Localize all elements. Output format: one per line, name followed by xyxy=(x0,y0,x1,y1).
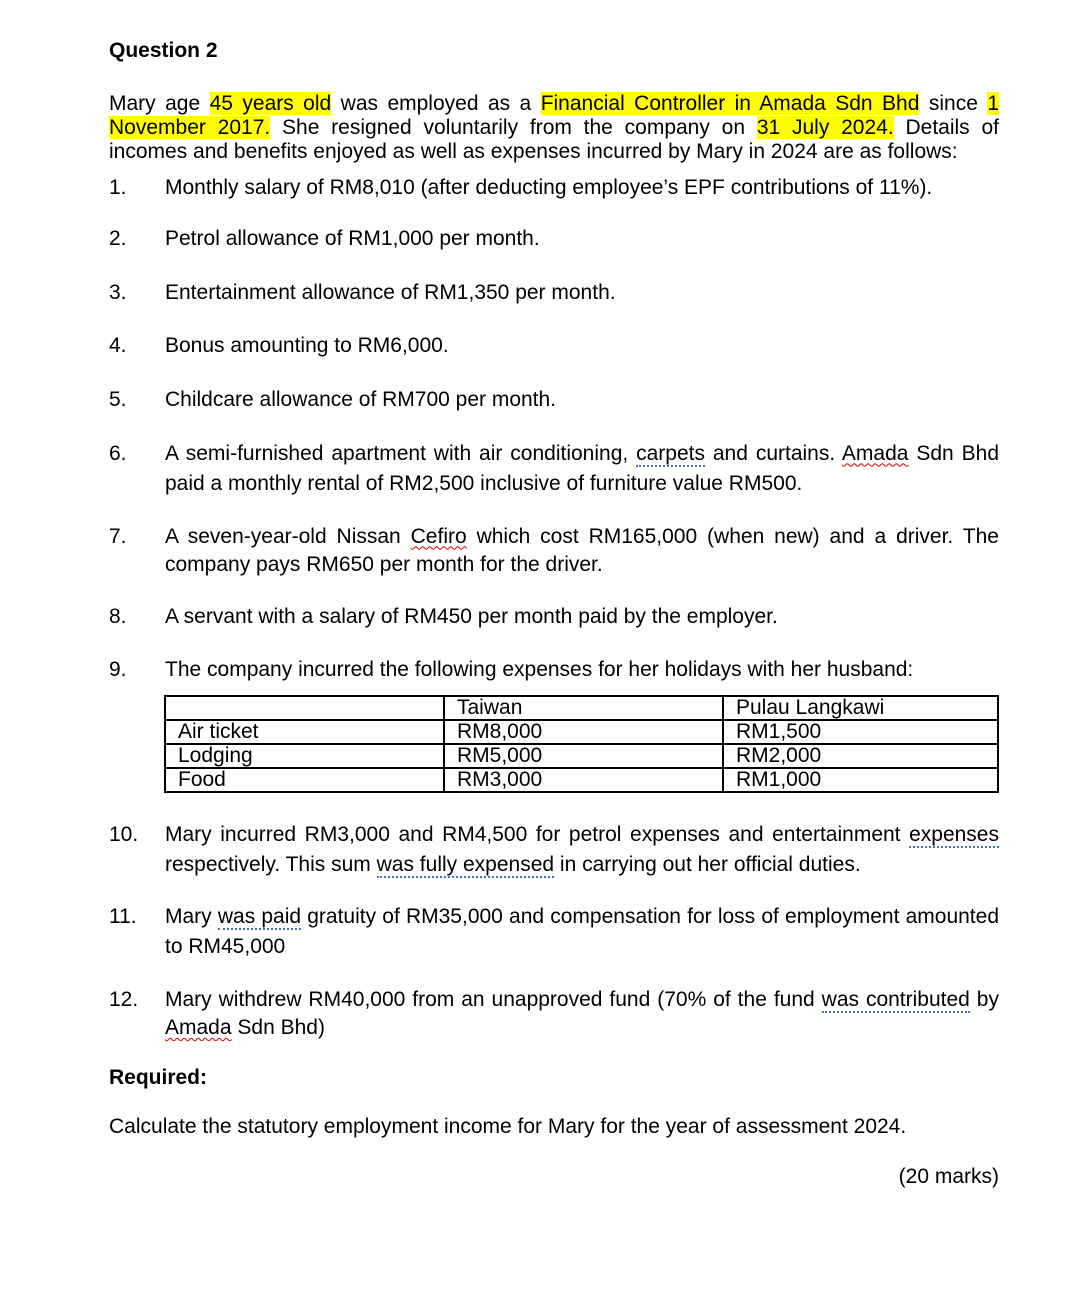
highlight-start-date: 1 November 2017. xyxy=(109,91,1000,139)
table-cell: RM2,000 xyxy=(723,744,998,768)
benefit-list-continued xyxy=(109,820,999,1042)
table-row xyxy=(165,768,998,792)
list-item: 3. Entertainment allowance of RM1,350 per month. xyxy=(109,280,616,304)
required-heading: Required: xyxy=(109,1065,208,1089)
table-row xyxy=(165,720,998,744)
holiday-expenses-table xyxy=(164,695,999,793)
highlight-position: Financial Controller in Amada Sdn Bhd xyxy=(540,91,920,115)
table-cell: RM5,000 xyxy=(444,744,723,768)
list-item: 6. A semi-furnished apartment with air conditioning, carpets and curtains. Amada Sdn Bhd paid a monthly rental of RM2,500 inclusive of furniture value RM500. xyxy=(109,441,999,495)
question-page xyxy=(109,38,999,1190)
required-instruction: Calculate the statutory employment income for Mary for the year of assessment 2024. xyxy=(109,1115,907,1139)
table-cell: Taiwan xyxy=(444,696,723,720)
table-header-row xyxy=(165,696,998,720)
table-cell: Lodging xyxy=(165,744,444,768)
highlight-end-date: 31 July 2024. xyxy=(756,115,894,139)
question-title: Question 2 xyxy=(109,39,218,62)
marks-label: (20 marks) xyxy=(898,1165,999,1189)
table-cell xyxy=(165,696,444,720)
table-row xyxy=(165,744,998,768)
table-cell: RM1,500 xyxy=(723,720,998,744)
list-item: 8. A servant with a salary of RM450 per month paid by the employer. xyxy=(109,604,778,628)
table-cell: RM3,000 xyxy=(444,768,723,792)
table-cell: Air ticket xyxy=(165,720,444,744)
intro-paragraph: Mary age 45 years old was employed as a Financial Controller in Amada Sdn Bhd since 1 November 2017. She resigned voluntarily from the company on 31 July 2024. Details of incomes and benefits enjoyed as well as expenses incurred by Mary in 2024 are as follows: xyxy=(109,91,1000,163)
list-item: 12. Mary withdrew RM40,000 from an unapproved fund (70% of the fund was contributed by Amada Sdn Bhd) xyxy=(109,987,999,1039)
benefit-list xyxy=(109,175,999,683)
list-item: 7. A seven-year-old Nissan Cefiro which cost RM165,000 (when new) and a driver. The company pays RM650 per month for the driver. xyxy=(109,524,999,576)
table-cell: Pulau Langkawi xyxy=(723,696,998,720)
list-item: 9. The company incurred the following expenses for her holidays with her husband: xyxy=(109,658,914,682)
list-item: 5. Childcare allowance of RM700 per month. xyxy=(109,388,557,412)
table-cell: RM8,000 xyxy=(444,720,723,744)
list-item: 10. Mary incurred RM3,000 and RM4,500 for petrol expenses and entertainment expenses respectively. This sum was fully expensed in carrying out her official duties. xyxy=(109,822,999,876)
table-cell: Food xyxy=(165,768,444,792)
list-item: 1. Monthly salary of RM8,010 (after deducting employee’s EPF contributions of 11%). xyxy=(109,175,933,199)
list-item: 4. Bonus amounting to RM6,000. xyxy=(109,334,449,358)
highlight-age: 45 years old xyxy=(209,91,332,115)
table-cell: RM1,000 xyxy=(723,768,998,792)
list-item: 11. Mary was paid gratuity of RM35,000 and compensation for loss of employment amounted to RM45,000 xyxy=(109,904,999,958)
list-item: 2. Petrol allowance of RM1,000 per month. xyxy=(109,227,540,251)
